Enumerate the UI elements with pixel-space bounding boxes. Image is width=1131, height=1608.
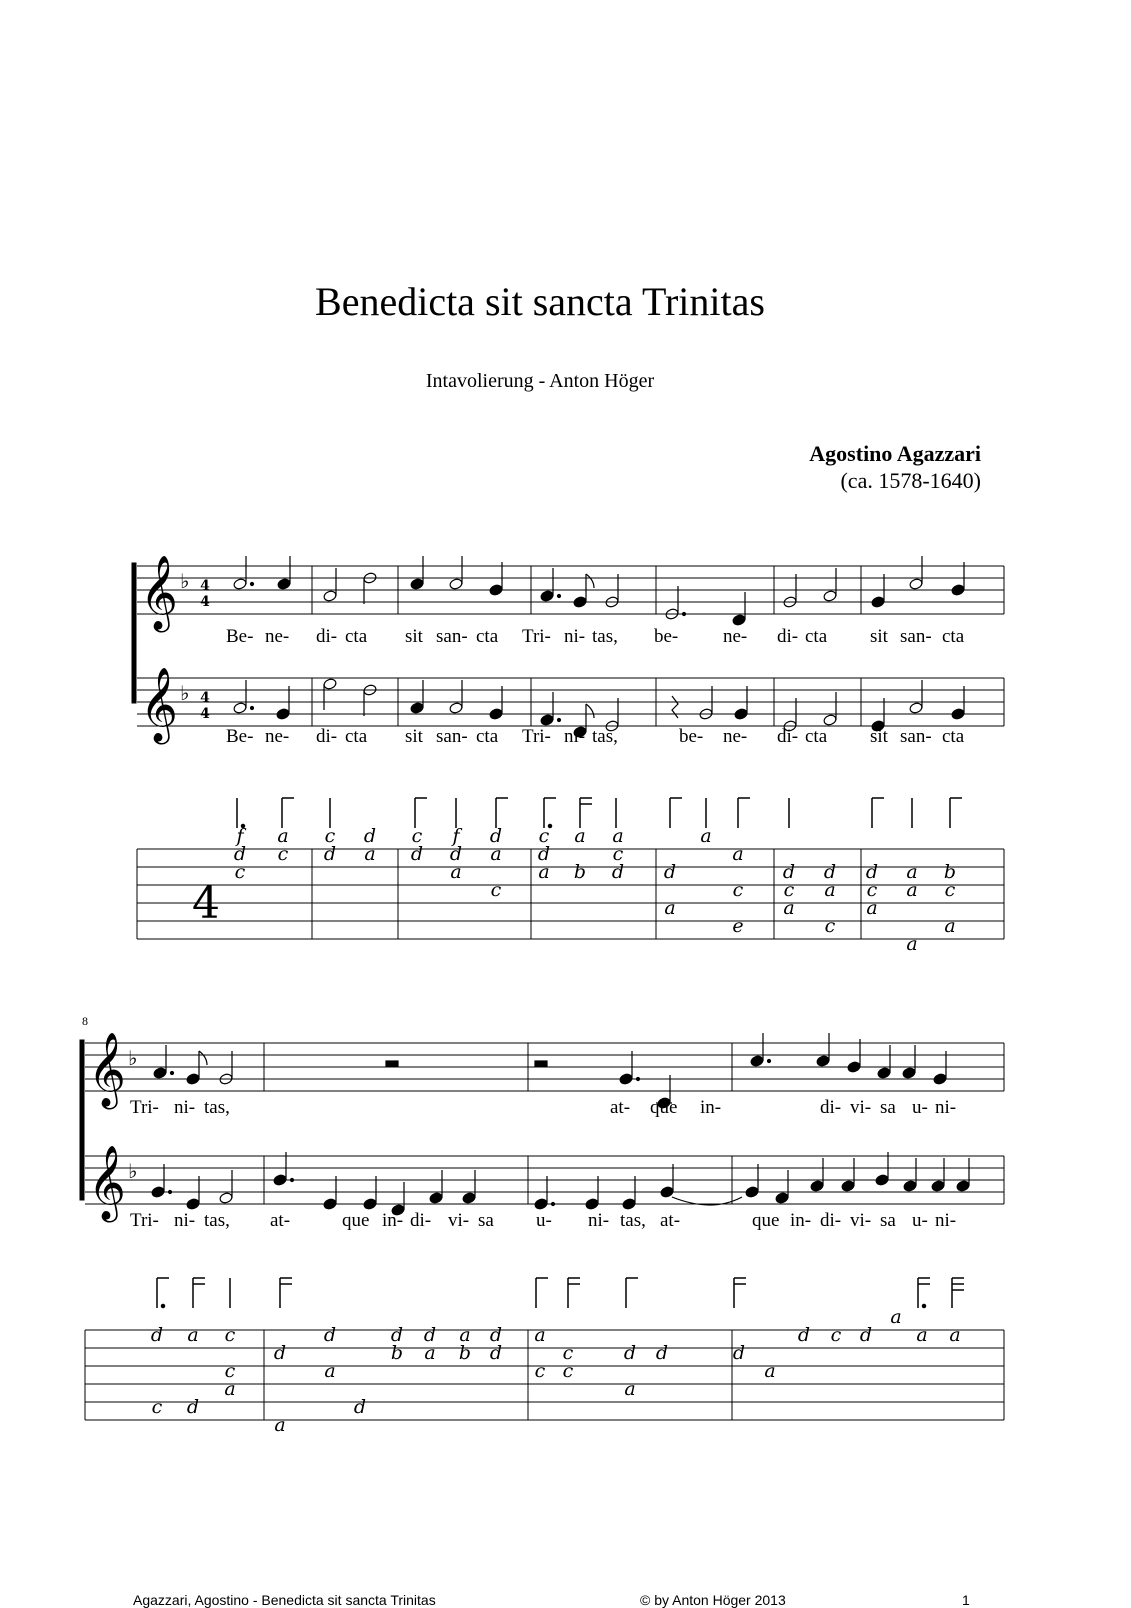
svg-text:a: a (906, 861, 918, 883)
svg-text:a: a (534, 1324, 546, 1346)
svg-text:c: c (224, 1360, 236, 1382)
svg-text:a: a (277, 825, 289, 847)
system-bracket (132, 563, 136, 703)
svg-text:b: b (458, 1342, 472, 1364)
svg-text:d: d (823, 861, 837, 883)
svg-text:b: b (943, 861, 957, 883)
svg-text:a: a (949, 1324, 961, 1346)
svg-text:d: d (732, 1342, 746, 1364)
treble-clef-icon: 𝄞 (88, 1033, 126, 1107)
lyric-syllable: Be- (226, 726, 254, 747)
lyric-syllable: tas, (620, 1210, 646, 1231)
lyric-syllable: di- (820, 1097, 842, 1118)
svg-text:d: d (623, 1342, 637, 1364)
lyric-syllable: cta (345, 726, 368, 747)
quarter-rest-icon (672, 696, 678, 718)
lyric-syllable: cta (476, 726, 499, 747)
lyric-syllable: ne- (265, 726, 290, 747)
lyric-syllable: tas, (204, 1097, 230, 1118)
lyric-syllable: ni- (935, 1210, 957, 1231)
time-sig-top: 4 (200, 578, 210, 594)
composer-dates: (ca. 1578-1640) (840, 468, 981, 493)
svg-text:a: a (574, 825, 586, 847)
lyric-syllable: ni- (174, 1210, 196, 1231)
svg-text:d: d (489, 825, 503, 847)
lyric-syllable: at- (270, 1210, 291, 1231)
lyric-syllable: u- (912, 1210, 928, 1231)
svg-text:a: a (624, 1378, 636, 1400)
svg-text:a: a (187, 1324, 199, 1346)
svg-text:b: b (390, 1342, 404, 1364)
svg-text:c: c (534, 1360, 546, 1382)
lyric-syllable: que (752, 1210, 780, 1231)
lyric-syllable: que (342, 1210, 370, 1231)
lyric-syllable: in- (382, 1210, 404, 1231)
lyric-syllable: sit (870, 626, 888, 647)
lyric-syllable: in- (790, 1210, 812, 1231)
lyric-syllable: vi- (850, 1210, 872, 1231)
time-sig-bottom: 4 (200, 706, 210, 722)
svg-text:a: a (364, 843, 376, 865)
svg-text:c: c (324, 825, 336, 847)
lyric-syllable: que (650, 1097, 678, 1118)
lyric-syllable: di- (820, 1210, 842, 1231)
lyric-syllable: ni- (174, 1097, 196, 1118)
flat-key-icon: ♭ (128, 1046, 138, 1070)
lyric-syllable: vi- (448, 1210, 470, 1231)
svg-text:d: d (489, 1342, 503, 1364)
lyric-syllable: cta (345, 626, 368, 647)
svg-text:a: a (538, 861, 550, 883)
lyric-syllable: cta (942, 726, 965, 747)
footer-title: Agazzari, Agostino - Benedicta sit sancta Trinitas (133, 1592, 436, 1608)
svg-text:d: d (611, 861, 625, 883)
lyric-syllable: Be- (226, 626, 254, 647)
svg-text:a: a (890, 1306, 902, 1328)
lyric-syllable: cta (942, 626, 965, 647)
flat-key-icon: ♭ (180, 681, 190, 705)
svg-text:a: a (664, 897, 676, 919)
svg-text:c: c (562, 1360, 574, 1382)
svg-text:a: a (906, 933, 918, 955)
svg-text:d: d (663, 861, 677, 883)
svg-text:e: e (732, 915, 744, 937)
svg-text:d: d (323, 843, 337, 865)
svg-text:d: d (449, 843, 463, 865)
lyric-syllable: sa (880, 1097, 896, 1118)
lyric-syllable: di- (316, 726, 338, 747)
svg-text:c: c (612, 843, 624, 865)
svg-text:a: a (459, 1324, 471, 1346)
svg-text:c: c (732, 879, 744, 901)
lyric-syllable: ne- (265, 626, 290, 647)
treble-clef-icon: 𝄞 (140, 556, 178, 630)
svg-text:c: c (411, 825, 423, 847)
tab-time-sig: 4 (192, 878, 220, 929)
time-sig-top: 4 (200, 690, 210, 706)
svg-text:c: c (277, 843, 289, 865)
svg-text:a: a (700, 825, 712, 847)
lyric-syllable: tas, (204, 1210, 230, 1231)
treble-clef-icon: 𝄞 (140, 668, 178, 742)
svg-text:a: a (450, 861, 462, 883)
lyric-syllable: san- (900, 726, 932, 747)
svg-text:f: f (452, 825, 460, 847)
svg-text:c: c (830, 1324, 842, 1346)
svg-text:d: d (273, 1342, 287, 1364)
svg-text:d: d (353, 1396, 367, 1418)
lyric-syllable: Tri- (522, 726, 551, 747)
svg-text:d: d (323, 1324, 337, 1346)
lyric-syllable: san- (900, 626, 932, 647)
composer-name: Agostino Agazzari (809, 441, 981, 466)
lyric-syllable: ne- (723, 726, 748, 747)
staff-1-lines (137, 566, 1004, 614)
svg-text:a: a (916, 1324, 928, 1346)
svg-text:c: c (234, 861, 246, 883)
tab-letters-1 (234, 825, 956, 955)
lyric-syllable: be- (654, 626, 679, 647)
svg-text:c: c (783, 879, 795, 901)
flat-key-icon: ♭ (180, 569, 190, 593)
svg-text:c: c (866, 879, 878, 901)
lyric-syllable: ni- (564, 726, 586, 747)
page-title: Benedicta sit sancta Trinitas (315, 279, 765, 324)
lyric-syllable: di- (777, 626, 799, 647)
lyric-syllable: cta (476, 626, 499, 647)
svg-text:d: d (363, 825, 377, 847)
lyric-syllable: Tri- (522, 626, 551, 647)
svg-text:a: a (906, 879, 918, 901)
staff-2-lines (137, 678, 1004, 726)
lyric-syllable: sa (880, 1210, 896, 1231)
lyric-syllable: tas, (592, 726, 618, 747)
whole-rest-icon (386, 1061, 398, 1066)
svg-text:c: c (944, 879, 956, 901)
svg-text:c: c (562, 1342, 574, 1364)
lyric-syllable: ni- (564, 626, 586, 647)
svg-text:f: f (236, 825, 244, 847)
lyric-syllable: ne- (723, 626, 748, 647)
lyric-syllable: at- (610, 1097, 631, 1118)
lyric-syllable: ni- (935, 1097, 957, 1118)
svg-text:a: a (424, 1342, 436, 1364)
svg-text:d: d (233, 843, 247, 865)
lyric-syllable: Tri- (130, 1097, 159, 1118)
notes-staff-1 (233, 556, 965, 626)
svg-text:a: a (324, 1360, 336, 1382)
lyric-syllable: Tri- (130, 1210, 159, 1231)
svg-text:c: c (151, 1396, 163, 1418)
svg-text:a: a (274, 1414, 286, 1436)
measure-number: 8 (82, 1014, 88, 1028)
footer-copyright: © by Anton Höger 2013 (640, 1592, 786, 1608)
svg-text:a: a (866, 897, 878, 919)
lyric-syllable: sit (405, 726, 423, 747)
lyric-syllable: at- (660, 1210, 681, 1231)
treble-clef-icon: 𝄞 (88, 1146, 126, 1220)
svg-text:c: c (538, 825, 550, 847)
svg-text:d: d (797, 1324, 811, 1346)
svg-text:a: a (612, 825, 624, 847)
svg-text:d: d (390, 1324, 404, 1346)
lyric-syllable: in- (700, 1097, 722, 1118)
lyric-syllable: di- (316, 626, 338, 647)
lyric-syllable: ni- (588, 1210, 610, 1231)
lyric-syllable: cta (805, 726, 828, 747)
svg-text:d: d (150, 1324, 164, 1346)
lyric-syllable: be- (679, 726, 704, 747)
svg-text:a: a (224, 1378, 236, 1400)
svg-text:a: a (490, 843, 502, 865)
arranger-credit: Intavolierung - Anton Höger (425, 370, 655, 392)
notes-staff-4 (151, 1152, 970, 1216)
lyric-syllable: vi- (850, 1097, 872, 1118)
svg-text:c: c (224, 1324, 236, 1346)
lyric-syllable: sit (870, 726, 888, 747)
lyric-syllable: di- (410, 1210, 432, 1231)
tab-letters-2 (151, 1306, 961, 1436)
page-number: 1 (962, 1592, 970, 1608)
lyric-syllable: sit (405, 626, 423, 647)
time-sig-bottom: 4 (200, 594, 210, 610)
lyric-syllable: tas, (592, 626, 618, 647)
half-rest-icon (535, 1061, 547, 1066)
svg-text:d: d (410, 843, 424, 865)
lyric-syllable: san- (436, 726, 468, 747)
svg-text:c: c (824, 915, 836, 937)
flat-key-icon: ♭ (128, 1159, 138, 1183)
svg-text:d: d (782, 861, 796, 883)
svg-text:d: d (859, 1324, 873, 1346)
system-bracket-2 (80, 1040, 84, 1200)
svg-text:d: d (186, 1396, 200, 1418)
svg-text:d: d (537, 843, 551, 865)
lyric-syllable: u- (536, 1210, 552, 1231)
svg-text:a: a (783, 897, 795, 919)
svg-text:c: c (490, 879, 502, 901)
svg-text:a: a (732, 843, 744, 865)
tab-rhythm-flags-1 (237, 798, 962, 828)
tab-rhythm-flags-2 (157, 1278, 964, 1308)
svg-text:a: a (764, 1360, 776, 1382)
lyric-syllable: di- (777, 726, 799, 747)
lyric-syllable: san- (436, 626, 468, 647)
lyric-syllable: u- (912, 1097, 928, 1118)
svg-text:a: a (944, 915, 956, 937)
lyric-syllable: cta (805, 626, 828, 647)
lyric-syllable: sa (478, 1210, 494, 1231)
svg-text:a: a (824, 879, 836, 901)
svg-text:d: d (655, 1342, 669, 1364)
svg-text:d: d (489, 1324, 503, 1346)
staff-4-lines (85, 1156, 1004, 1204)
svg-text:d: d (423, 1324, 437, 1346)
svg-text:d: d (865, 861, 879, 883)
svg-text:b: b (573, 861, 587, 883)
